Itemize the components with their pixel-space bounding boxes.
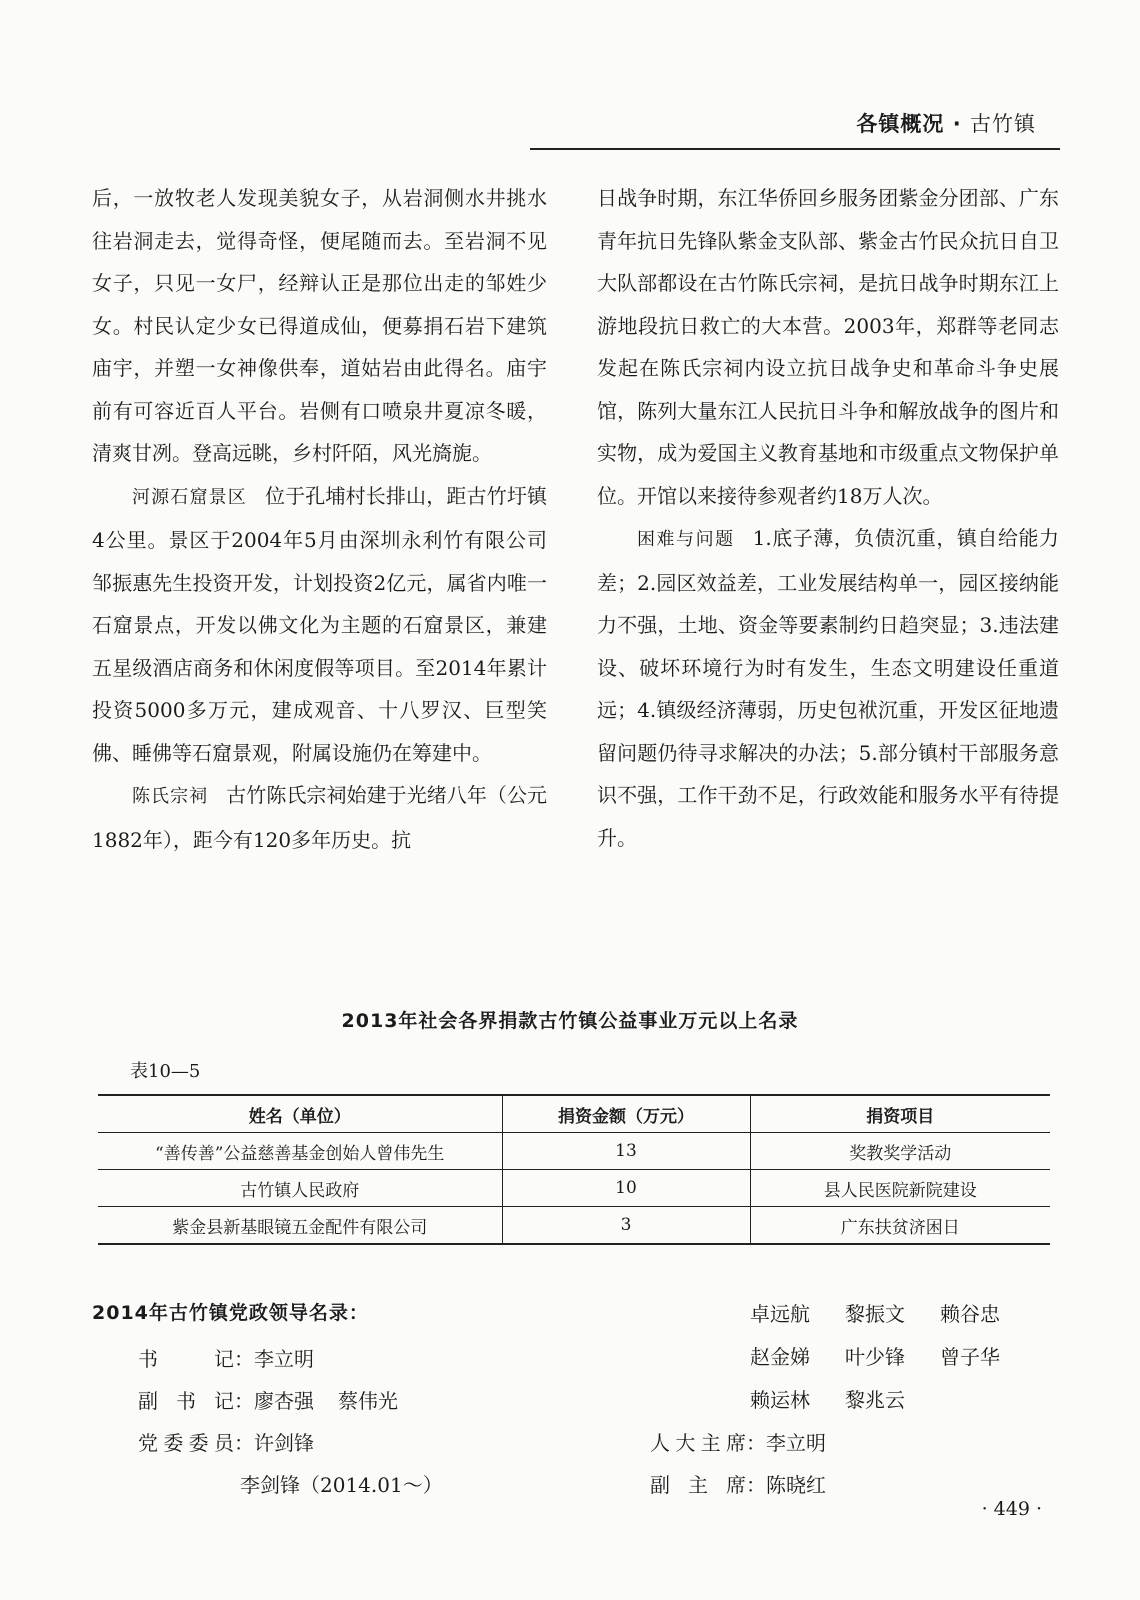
- table-title: 2013年社会各界捐款古竹镇公益事业万元以上名录: [341, 1010, 799, 1032]
- secretary-label: 书记: [138, 1347, 234, 1371]
- donation-project: 广东扶贫济困日: [750, 1207, 1050, 1245]
- leaders-title: 2014年古竹镇党政领导名录：: [92, 1302, 369, 1324]
- secretary-name: 李立明: [254, 1347, 314, 1371]
- entry-label-grotto: 河源石窟景区: [132, 486, 247, 508]
- label-colon: ：: [234, 1431, 254, 1455]
- running-header: [0, 100, 1060, 145]
- npc-vice-chair-label: 副主席: [650, 1473, 746, 1497]
- donation-project: 奖教奖学活动: [750, 1133, 1050, 1170]
- paragraph-ancestral-hall: [92, 774, 547, 861]
- committee-members-label: 党委委员: [138, 1431, 234, 1455]
- entry-label-problems: 困难与问题: [637, 529, 735, 550]
- table-row: [98, 1133, 1050, 1170]
- secretary-row: [138, 1343, 314, 1372]
- paragraph-ancestral-hall-cont: 日战争时期，东江华侨回乡服务团紫金分团部、广东青年抗日先锋队紫金支队部、紫金古竹民众抗日自卫大队部都设在古竹陈氏宗祠，是抗日战争时期东江上游地段抗日救亡的大本营。2003年，郑群等老同志发起在陈氏宗祠内设立抗日战争史和革命斗争史展馆，陈列大量东江人民抗日斗争和解放战争的图片和实物，成为爱国主义教育基地和市级重点文物保护单位。开馆以来接待参观者约18万人次。: [597, 186, 1059, 508]
- committee-members-right-row: [750, 1341, 1035, 1370]
- committee-member-name: 曾子华: [940, 1345, 1000, 1369]
- paragraph-grotto: [92, 475, 547, 775]
- grotto-text: 位于孔埔村长排山，距古竹圩镇4公里。景区于2004年5月由深圳永利竹有限公司邹振惠先生投资开发，计划投资2亿元，属省内唯一石窟景点，开发以佛文化为主题的石窟景区，兼建五星级酒店商务和休闲度假等项目。至2014年累计投资5000多万元，建成观音、十八罗汉、巨型笑佛、睡佛等石窟景观，附属设施仍在筹建中。: [92, 483, 548, 765]
- npc-chair-name: 李立明: [766, 1431, 826, 1455]
- committee-members-right-row: [750, 1298, 1035, 1327]
- column-header-name: 姓名（单位）: [248, 1106, 351, 1127]
- column-header-project: 捐资项目: [750, 1095, 1050, 1133]
- donor-name: “善传善”公益慈善基金创始人曾伟先生: [155, 1143, 445, 1164]
- committee-member-name: 李剑锋（2014.01～）: [240, 1473, 443, 1497]
- table-number: 表10—5: [130, 1061, 201, 1082]
- committee-member-name: 叶少锋: [845, 1345, 905, 1369]
- label-colon: ：: [234, 1347, 254, 1371]
- donation-amount: 10: [502, 1170, 750, 1207]
- paragraph-daoguyan: 后，一放牧老人发现美貌女子，从岩洞侧水井挑水往岩洞走去，觉得奇怪，便尾随而去。至岩洞不见女子，只见一女尸，经辩认正是那位出走的邹姓少女。村民认定少女已得道成仙，便募捐石岩下建筑庙宇，并塑一女神像供奉，道姑岩由此得名。庙宇前有可容近百人平台。岩侧有口喷泉井夏凉冬暖，清爽甘冽。登高远眺，乡村阡陌，风光旖旎。: [92, 186, 547, 465]
- header-separator: ·: [944, 112, 970, 136]
- problems-text: 1.底子薄，负债沉重，镇自给能力差；2.园区效益差，工业发展结构单一，园区接纳能力不强，土地、资金等要素制约日趋突显；3.违法建设、破坏环境行为时有发生，生态文明建设任重道远；4.镇级经济薄弱，历史包袱沉重，开发区征地遗留问题仍待寻求解决的办法；5.部分镇村干部服务意识不强，工作干劲不足，行政效能和服务水平有待提升。: [597, 526, 1059, 850]
- label-colon: ：: [746, 1473, 766, 1497]
- donor-name: 紫金县新基眼镜五金配件有限公司: [172, 1217, 428, 1238]
- committee-member-name: 赖运林: [750, 1388, 810, 1412]
- committee-member-name: 许剑锋: [254, 1431, 314, 1455]
- label-colon: ：: [746, 1431, 766, 1455]
- table-row: [98, 1170, 1050, 1207]
- donation-amount: 3: [502, 1207, 750, 1245]
- committee-member-name: 黎兆云: [845, 1388, 905, 1412]
- committee-member-name: 黎振文: [845, 1302, 905, 1326]
- donor-name: 古竹镇人民政府: [240, 1180, 360, 1201]
- left-column: [92, 177, 547, 861]
- paragraph-problems: [597, 517, 1059, 859]
- committee-member-name: 卓远航: [750, 1302, 810, 1326]
- deputy-secretary-label: 副书记: [138, 1389, 234, 1413]
- committee-member-name: 赵金娣: [750, 1345, 810, 1369]
- header-town: 古竹镇: [970, 112, 1036, 136]
- header-text: [856, 108, 1036, 138]
- committee-members-row: [138, 1427, 314, 1456]
- npc-chair-label: 人大主席: [650, 1431, 746, 1455]
- page-number: · 449 ·: [981, 1498, 1042, 1520]
- deputy-secretary-name: 蔡伟光: [338, 1389, 398, 1413]
- deputy-secretary-name: 廖杏强: [254, 1389, 314, 1413]
- column-header-amount: 捐资金额（万元）: [502, 1095, 750, 1133]
- right-column: [597, 177, 1059, 859]
- donation-amount: 13: [502, 1133, 750, 1170]
- committee-members-row-2: [240, 1469, 443, 1498]
- deputy-secretary-row: [138, 1385, 398, 1414]
- label-colon: ：: [234, 1389, 254, 1413]
- npc-vice-chair-row: [650, 1469, 826, 1498]
- header-rule: [530, 148, 1060, 150]
- donation-project: 县人民医院新院建设: [750, 1170, 1050, 1207]
- header-section: 各镇概况: [856, 112, 945, 136]
- committee-members-right-row: [750, 1384, 940, 1413]
- npc-chair-row: [650, 1427, 826, 1456]
- entry-label-ancestral-hall: 陈氏宗祠: [132, 786, 209, 807]
- table-row: [98, 1207, 1050, 1245]
- donation-table: [98, 1094, 1050, 1245]
- ancestral-hall-text: 古竹陈氏宗祠始建于光绪八年（公元1882年），距今有120多年历史。抗: [92, 783, 548, 852]
- npc-vice-chair-name: 陈晓红: [766, 1473, 826, 1497]
- table-header-row: [98, 1095, 1050, 1133]
- committee-member-name: 赖谷忠: [940, 1302, 1000, 1326]
